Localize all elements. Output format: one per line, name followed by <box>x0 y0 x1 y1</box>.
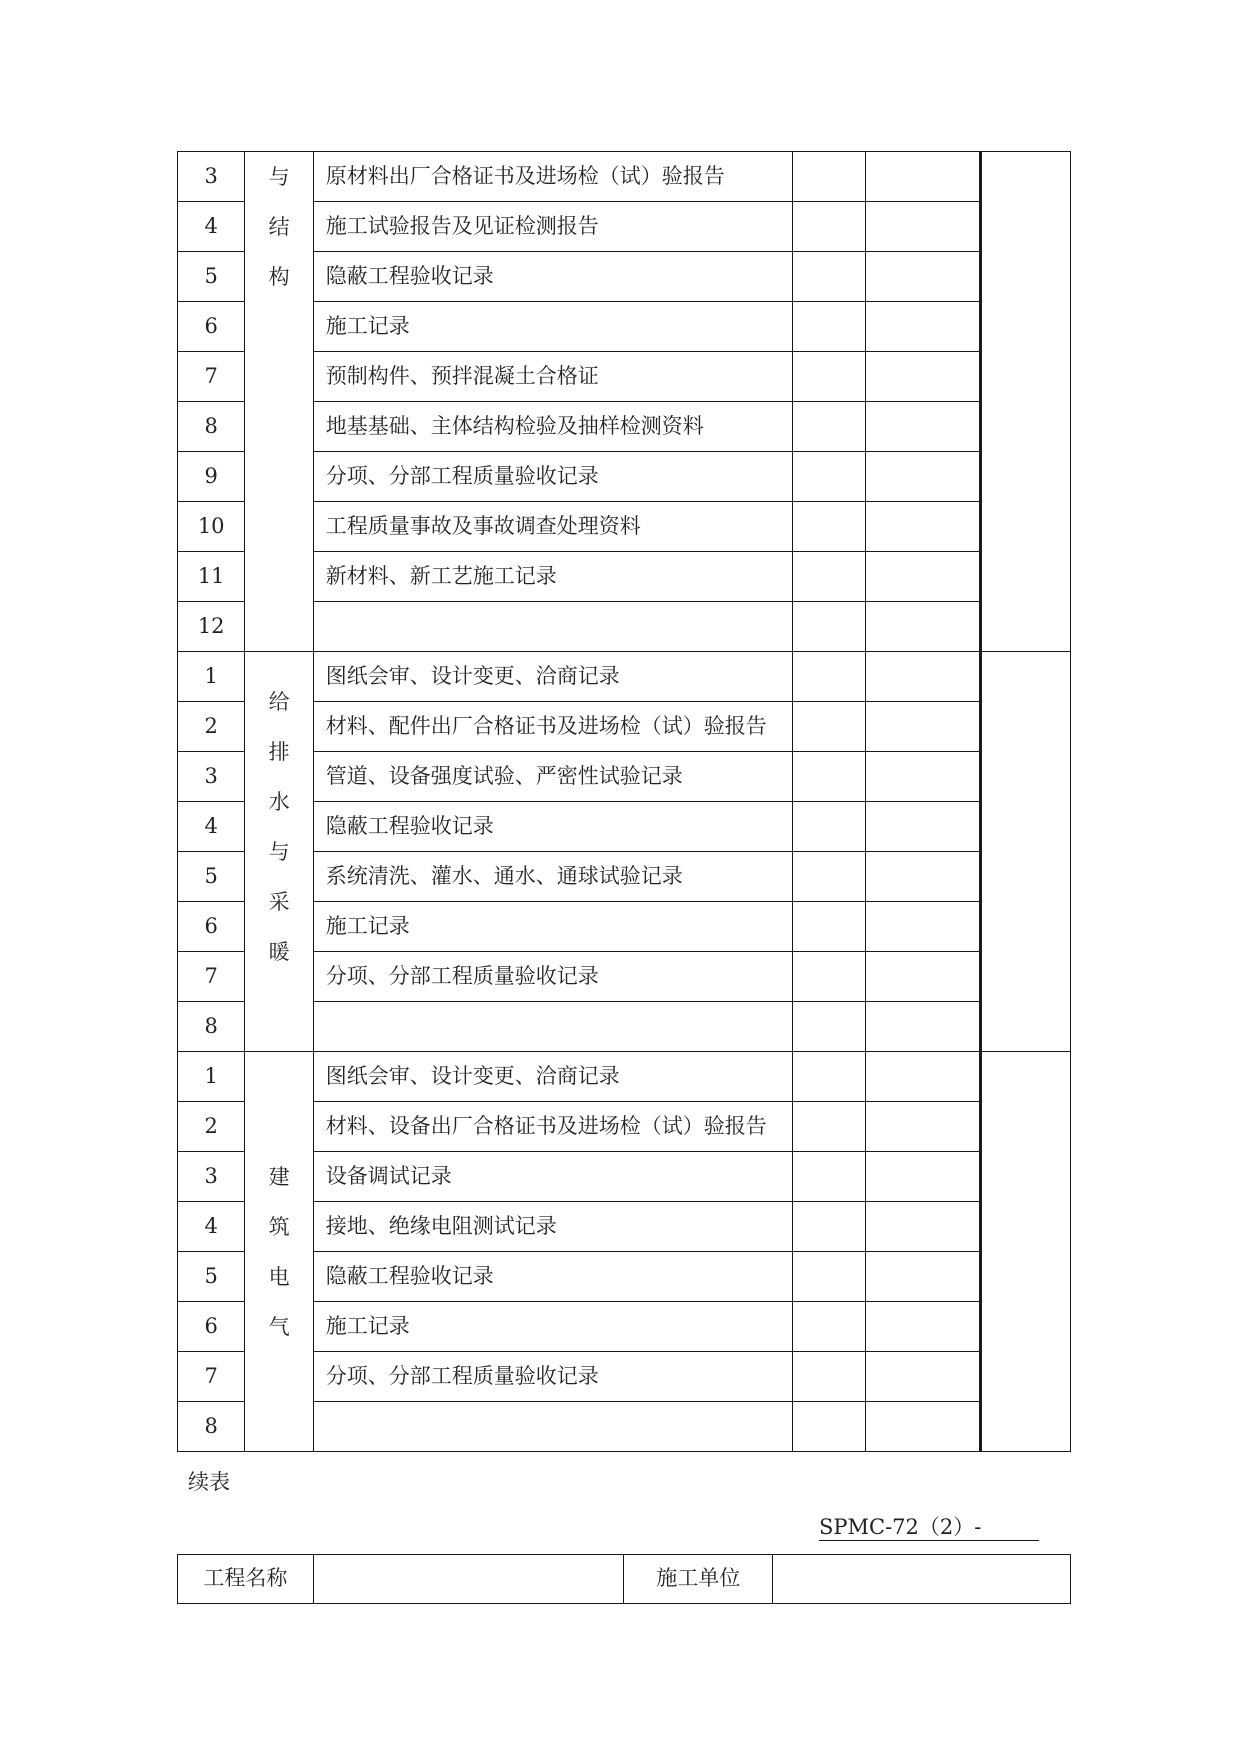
category-char: 建 <box>268 1165 290 1189</box>
blank-cell-b[interactable] <box>865 1252 981 1302</box>
project-header-table <box>177 1554 1071 1604</box>
document-item: 施工试验报告及见证检测报告 <box>313 202 793 252</box>
table-row <box>178 152 1071 202</box>
blank-cell-b[interactable] <box>865 1152 981 1202</box>
row-number: 9 <box>178 452 245 502</box>
document-item: 新材料、新工艺施工记录 <box>313 552 793 602</box>
row-number: 1 <box>178 1052 245 1102</box>
blank-cell-a[interactable] <box>793 302 865 352</box>
blank-cell-b[interactable] <box>865 452 981 502</box>
blank-cell-b[interactable] <box>865 602 981 652</box>
category-char: 与 <box>268 165 290 189</box>
continued-label: 续表 <box>188 1470 230 1494</box>
blank-cell-b[interactable] <box>865 1002 981 1052</box>
blank-cell-b[interactable] <box>865 1102 981 1152</box>
blank-cell-a[interactable] <box>793 652 865 702</box>
blank-cell-b[interactable] <box>865 1402 981 1452</box>
document-item: 原材料出厂合格证书及进场检（试）验报告 <box>313 152 793 202</box>
blank-cell-b[interactable] <box>865 302 981 352</box>
row-number: 8 <box>178 402 245 452</box>
document-item: 隐蔽工程验收记录 <box>313 802 793 852</box>
project-name-field[interactable] <box>313 1555 624 1604</box>
blank-cell-a[interactable] <box>793 502 865 552</box>
blank-cell-b[interactable] <box>865 852 981 902</box>
row-number: 6 <box>178 902 245 952</box>
blank-cell-b[interactable] <box>865 952 981 1002</box>
blank-cell-a[interactable] <box>793 902 865 952</box>
row-number: 4 <box>178 202 245 252</box>
row-number: 6 <box>178 1302 245 1352</box>
document-item <box>313 1002 793 1052</box>
document-item: 隐蔽工程验收记录 <box>313 252 793 302</box>
document-item: 工程质量事故及事故调查处理资料 <box>313 502 793 552</box>
blank-cell-a[interactable] <box>793 352 865 402</box>
section-category <box>245 152 313 652</box>
section-category <box>245 652 313 1052</box>
blank-cell-b[interactable] <box>865 252 981 302</box>
blank-cell-a[interactable] <box>793 552 865 602</box>
document-item <box>313 1402 793 1452</box>
blank-cell-a[interactable] <box>793 702 865 752</box>
blank-cell-b[interactable] <box>865 1302 981 1352</box>
contractor-field[interactable] <box>773 1555 1071 1604</box>
row-number: 3 <box>178 152 245 202</box>
row-number: 12 <box>178 602 245 652</box>
row-number: 7 <box>178 1352 245 1402</box>
contractor-label: 施工单位 <box>624 1555 773 1604</box>
blank-cell-a[interactable] <box>793 202 865 252</box>
row-number: 7 <box>178 952 245 1002</box>
document-item: 管道、设备强度试验、严密性试验记录 <box>313 752 793 802</box>
document-item: 接地、绝缘电阻测试记录 <box>313 1202 793 1252</box>
row-number: 4 <box>178 802 245 852</box>
category-char: 结 <box>268 215 290 239</box>
category-char: 气 <box>268 1315 290 1339</box>
document-item: 设备调试记录 <box>313 1152 793 1202</box>
blank-cell-b[interactable] <box>865 752 981 802</box>
category-char: 暖 <box>268 940 290 964</box>
blank-cell-b[interactable] <box>865 1052 981 1102</box>
blank-cell-a[interactable] <box>793 1052 865 1102</box>
row-number: 4 <box>178 1202 245 1252</box>
blank-cell-b[interactable] <box>865 402 981 452</box>
blank-cell-a[interactable] <box>793 752 865 802</box>
blank-cell-a[interactable] <box>793 452 865 502</box>
row-number: 3 <box>178 1152 245 1202</box>
row-number: 8 <box>178 1002 245 1052</box>
document-item: 材料、设备出厂合格证书及进场检（试）验报告 <box>313 1102 793 1152</box>
document-item: 隐蔽工程验收记录 <box>313 1252 793 1302</box>
row-number: 11 <box>178 552 245 602</box>
form-code: SPMC-72（2）- <box>819 1515 1039 1541</box>
category-char: 排 <box>268 740 290 764</box>
document-item: 图纸会审、设计变更、洽商记录 <box>313 1052 793 1102</box>
row-number: 6 <box>178 302 245 352</box>
category-char: 与 <box>268 840 290 864</box>
section-category <box>245 1052 313 1452</box>
row-number: 10 <box>178 502 245 552</box>
row-number: 3 <box>178 752 245 802</box>
project-name-label: 工程名称 <box>178 1555 314 1604</box>
header-row <box>178 1555 1071 1604</box>
document-item: 材料、配件出厂合格证书及进场检（试）验报告 <box>313 702 793 752</box>
blank-cell-a[interactable] <box>793 1402 865 1452</box>
blank-cell-b[interactable] <box>865 502 981 552</box>
blank-cell-b[interactable] <box>865 552 981 602</box>
document-item: 地基基础、主体结构检验及抽样检测资料 <box>313 402 793 452</box>
blank-cell-b[interactable] <box>865 702 981 752</box>
row-number: 5 <box>178 252 245 302</box>
row-number: 2 <box>178 1102 245 1152</box>
blank-cell-a[interactable] <box>793 1102 865 1152</box>
blank-cell-b[interactable] <box>865 352 981 402</box>
blank-cell-a[interactable] <box>793 252 865 302</box>
table-row <box>178 652 1071 702</box>
blank-cell-b[interactable] <box>865 202 981 252</box>
blank-cell-b[interactable] <box>865 1352 981 1402</box>
blank-cell-b[interactable] <box>865 1202 981 1252</box>
blank-cell-b[interactable] <box>865 802 981 852</box>
category-char: 水 <box>268 790 290 814</box>
blank-cell-a[interactable] <box>793 602 865 652</box>
blank-cell-a[interactable] <box>793 952 865 1002</box>
category-char: 采 <box>268 890 290 914</box>
document-item: 分项、分部工程质量验收记录 <box>313 452 793 502</box>
document-item <box>313 602 793 652</box>
blank-cell-a[interactable] <box>793 402 865 452</box>
document-item: 预制构件、预拌混凝土合格证 <box>313 352 793 402</box>
blank-cell-b[interactable] <box>865 152 981 202</box>
document-item: 施工记录 <box>313 1302 793 1352</box>
section-remarks-cell[interactable] <box>981 152 1071 652</box>
section-remarks-cell[interactable] <box>981 652 1071 1052</box>
document-item: 图纸会审、设计变更、洽商记录 <box>313 652 793 702</box>
document-item: 施工记录 <box>313 902 793 952</box>
blank-cell-a[interactable] <box>793 1002 865 1052</box>
blank-cell-a[interactable] <box>793 852 865 902</box>
blank-cell-b[interactable] <box>865 902 981 952</box>
document-item: 分项、分部工程质量验收记录 <box>313 1352 793 1402</box>
blank-cell-a[interactable] <box>793 152 865 202</box>
document-item: 系统清洗、灌水、通水、通球试验记录 <box>313 852 793 902</box>
section-remarks-cell[interactable] <box>981 1052 1071 1452</box>
document-item: 施工记录 <box>313 302 793 352</box>
blank-cell-a[interactable] <box>793 1202 865 1252</box>
category-char: 构 <box>268 265 290 289</box>
blank-cell-a[interactable] <box>793 1252 865 1302</box>
category-char: 电 <box>268 1265 290 1289</box>
row-number: 5 <box>178 1252 245 1302</box>
document-item: 分项、分部工程质量验收记录 <box>313 952 793 1002</box>
row-number: 5 <box>178 852 245 902</box>
row-number: 1 <box>178 652 245 702</box>
row-number: 7 <box>178 352 245 402</box>
blank-cell-a[interactable] <box>793 1352 865 1402</box>
blank-cell-a[interactable] <box>793 1152 865 1202</box>
category-char: 筑 <box>268 1215 290 1239</box>
blank-cell-a[interactable] <box>793 1302 865 1352</box>
blank-cell-b[interactable] <box>865 652 981 702</box>
document-checklist-table <box>177 151 1071 1452</box>
row-number: 8 <box>178 1402 245 1452</box>
blank-cell-a[interactable] <box>793 802 865 852</box>
row-number: 2 <box>178 702 245 752</box>
table-row <box>178 1052 1071 1102</box>
category-char: 给 <box>268 690 290 714</box>
